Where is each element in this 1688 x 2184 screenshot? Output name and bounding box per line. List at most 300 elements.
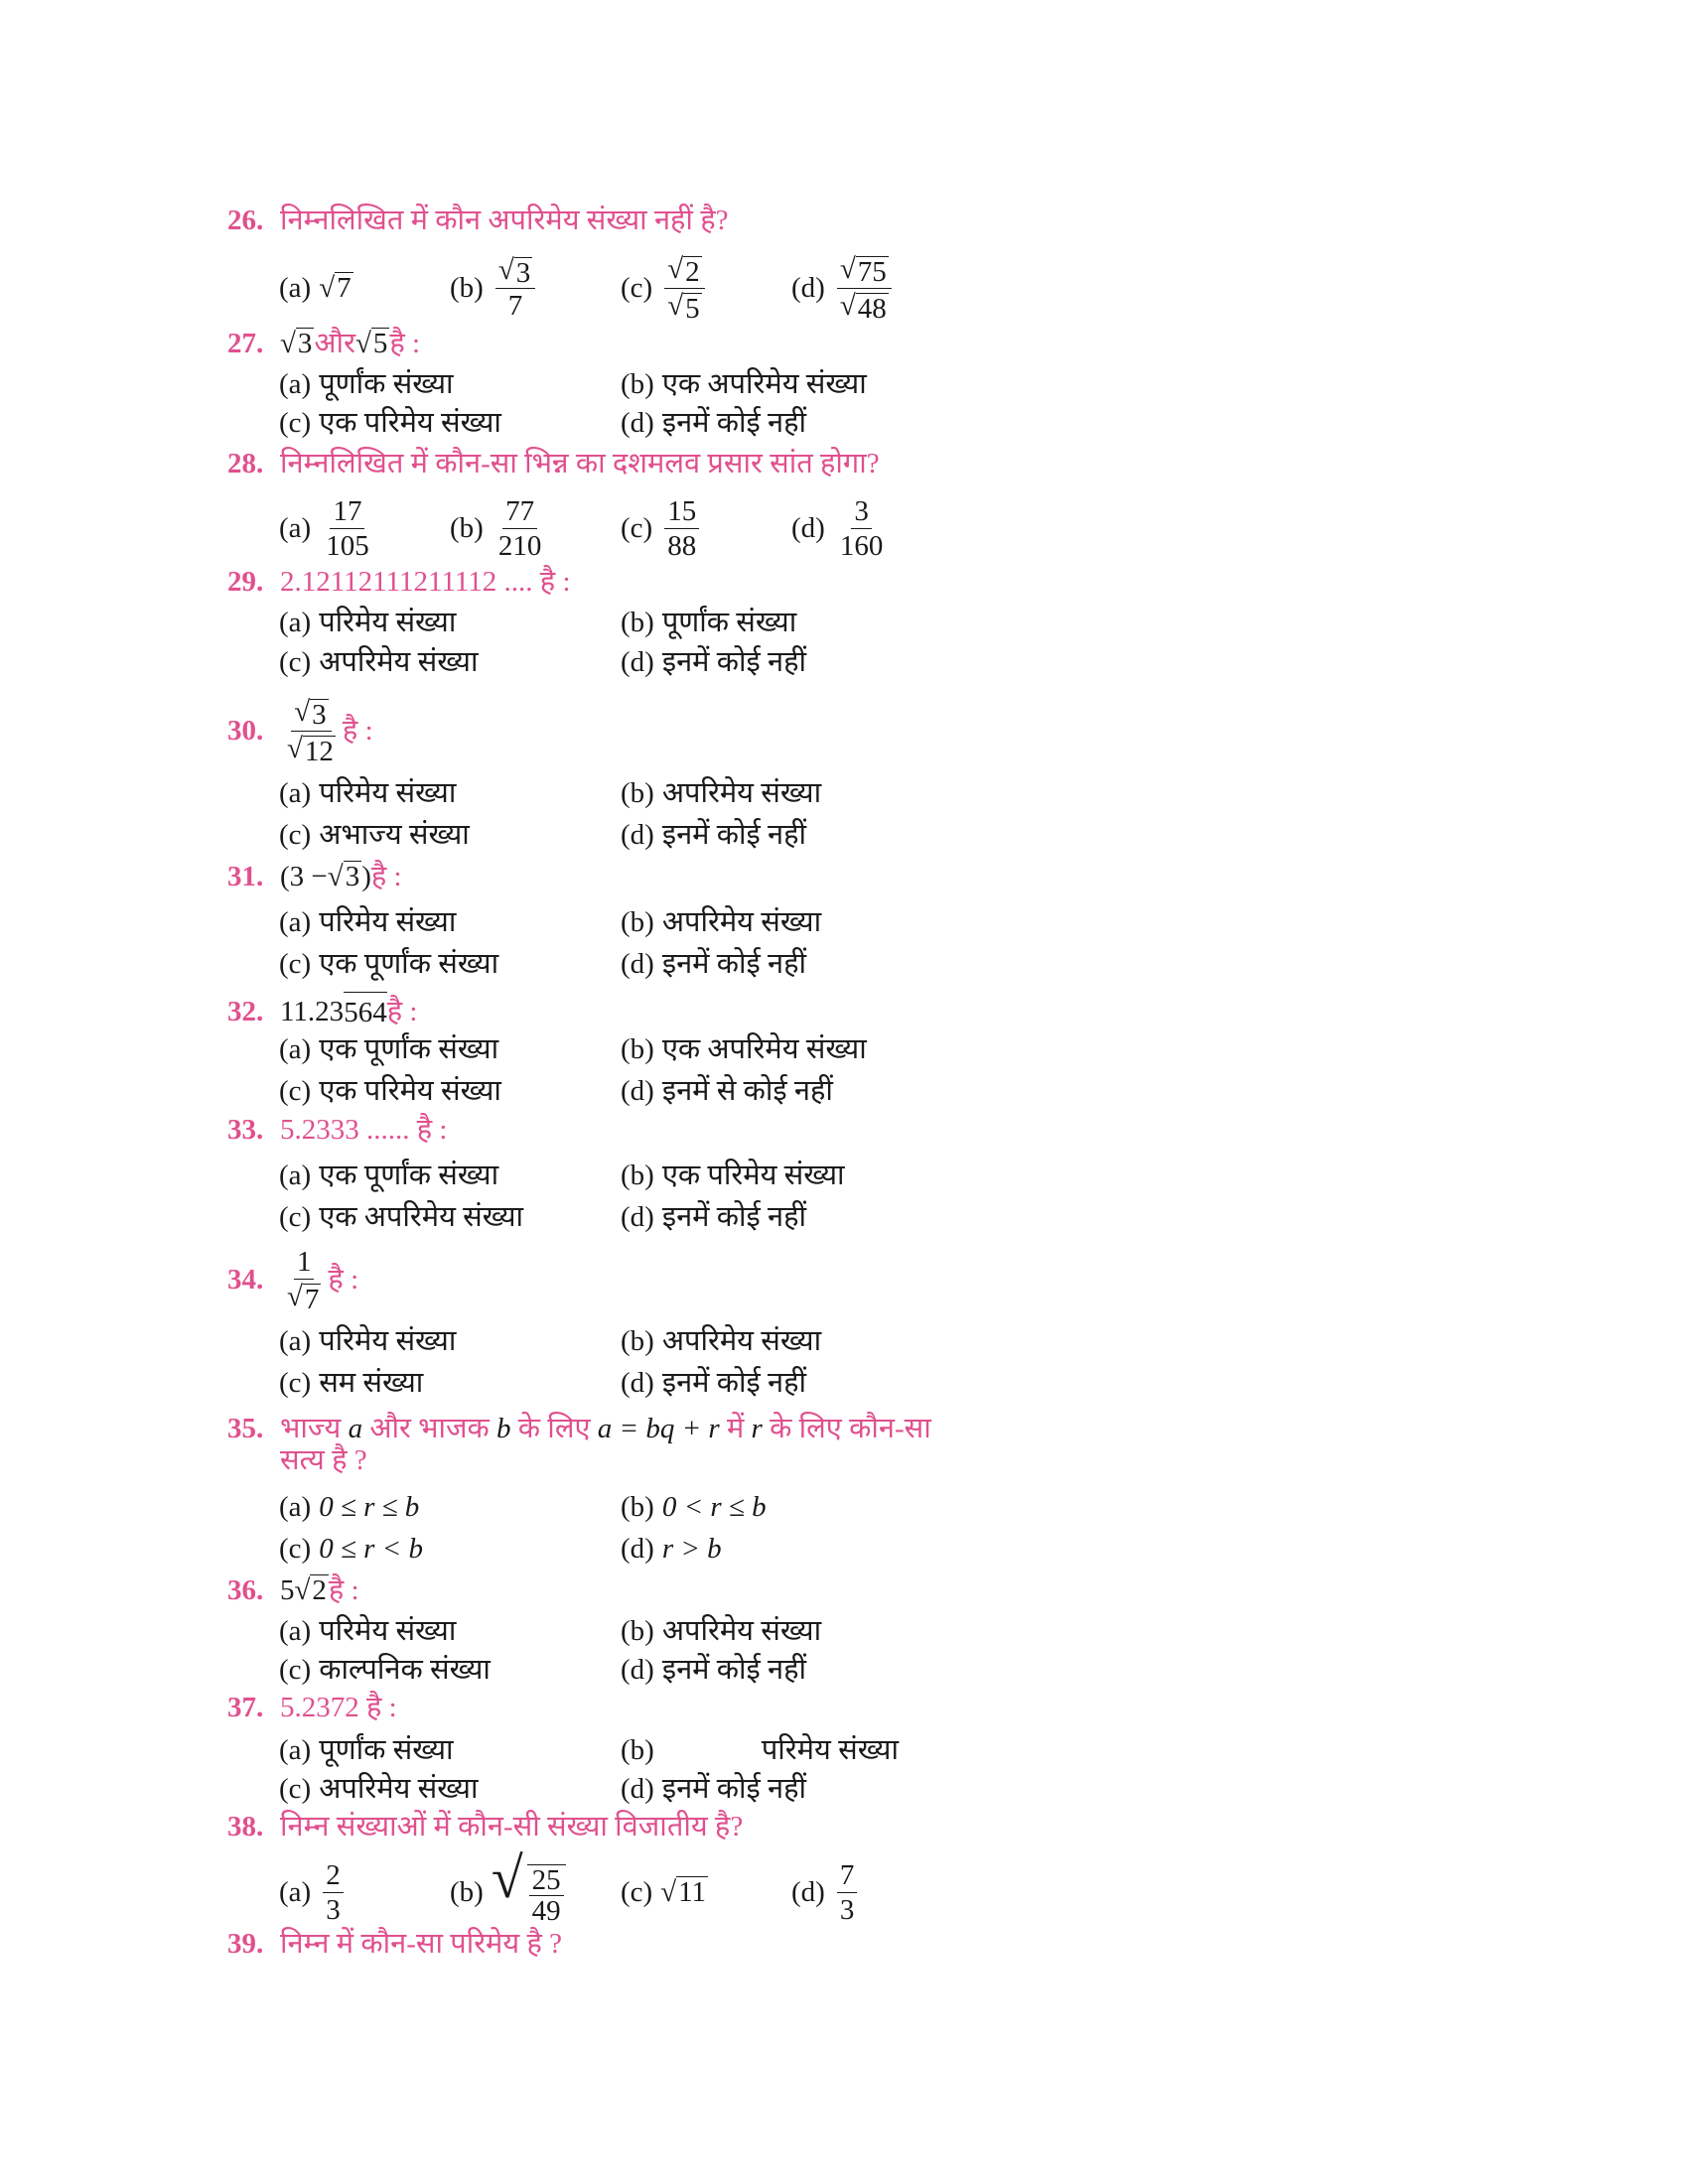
text-run: भाज्य [280,1413,349,1444]
option-value [319,1487,419,1527]
text-run: एक परिमेय संख्या [661,1160,845,1191]
fraction [664,494,699,563]
text-run: 2 [326,1858,341,1891]
option-label: (d) [621,1654,654,1686]
option-label: (c) [279,1075,312,1107]
option-value [319,1071,501,1111]
text-run: 3 [854,494,869,527]
option-label: (d) [791,1876,825,1908]
question-stem [280,1688,397,1727]
denominator [284,1280,324,1314]
answer-option[interactable] [791,494,890,562]
answer-option[interactable] [621,1071,833,1111]
option-value [660,494,703,563]
option-value [662,944,806,984]
option-label: (c) [279,646,312,678]
answer-option[interactable] [279,642,479,682]
answer-option[interactable] [279,494,376,562]
question-number: 39. [227,1928,264,1960]
numerator [291,695,331,731]
answer-option[interactable] [279,1529,423,1569]
option-value [319,815,470,855]
option-value [833,494,891,563]
option-label: (b) [621,1491,654,1523]
radical-sign-icon: √ [287,732,303,764]
option-label: (b) [621,1734,654,1766]
math-italic: 0 ≤ r < b [319,1533,423,1565]
text-run: अपरिमेय संख्या [319,646,479,678]
option-value [319,1029,498,1069]
option-label: (b) [450,1876,484,1908]
text-run: है : [342,715,373,747]
radicand: 7 [304,1283,320,1315]
text-run: 88 [667,529,697,562]
radical-sign-icon: √ [497,253,514,286]
math-italic: r [751,1413,763,1444]
option-value [662,1363,806,1403]
fraction [837,494,887,563]
option-label: (d) [621,407,654,439]
answer-option[interactable] [279,1156,498,1195]
option-value [319,1858,348,1927]
text-run: और भाजक [362,1413,497,1444]
option-label: (c) [279,407,312,439]
option-label: (c) [279,1773,312,1805]
radicand: 7 [335,272,353,308]
question-stem [280,201,728,240]
text-run: 15 [667,494,697,527]
option-value [319,1363,423,1403]
option-value [319,944,498,984]
text-run: पूर्णांक संख्या [319,368,454,400]
text-run: इनमें कोई नहीं [661,646,807,678]
option-label: (c) [279,1654,312,1686]
square-root [280,324,314,363]
option-label: (d) [621,948,654,980]
fraction [527,1864,566,1927]
text-run: इनमें कोई नहीं [661,1654,807,1686]
text-run: 1 [296,1245,312,1278]
radical-sign-icon: √ [280,328,296,359]
answer-option[interactable] [791,253,896,325]
question-number: 29. [227,566,264,598]
square-root [498,253,532,288]
question-number: 26. [227,205,264,236]
denominator [837,1893,858,1927]
text-run: एक अपरिमेय संख्या [661,368,867,400]
answer-option[interactable] [621,1029,867,1069]
option-value [319,494,376,563]
radicand: 2 [685,256,700,289]
answer-option[interactable] [279,1029,498,1069]
math-text: 11.23 [280,996,345,1027]
radicand: 5 [685,292,700,325]
option-value [660,252,708,324]
text-run: 7 [839,1858,855,1891]
radical-sign-icon: √ [327,861,344,892]
answer-option[interactable] [450,1844,570,1927]
option-label: (a) [279,1876,312,1908]
numerator [837,252,892,288]
question-number: 31. [227,861,264,892]
option-value [319,1650,491,1690]
question-stem [280,444,880,483]
text-run: के लिए कौन-सा सत्य है ? [280,1413,931,1476]
text-run: अपरिमेय संख्या [661,1615,822,1647]
option-label: (b) [621,1033,654,1065]
square-root [667,252,701,287]
answer-option[interactable] [279,1321,456,1361]
square-root [840,289,889,324]
option-value [319,1156,498,1195]
math-italic: 0 < r ≤ b [661,1491,767,1523]
answer-option[interactable] [621,403,806,443]
answer-option[interactable] [621,1611,821,1651]
fraction [495,494,545,563]
text-run: पूर्णांक संख्या [661,607,797,638]
text-run: है : [370,861,402,892]
option-label: (c) [621,272,653,304]
answer-option[interactable] [621,1197,806,1237]
answer-option[interactable] [621,253,709,325]
answer-option[interactable] [621,1730,899,1770]
radicand: 11 [676,1876,708,1912]
option-value [662,815,806,855]
text-run: है : [328,1264,359,1296]
answer-option[interactable] [621,494,703,562]
answer-option[interactable] [279,1730,454,1770]
radical-sign-icon: √ [839,253,856,286]
answer-option[interactable] [450,253,539,323]
option-value [662,1487,767,1527]
radical-sign-icon: √ [667,289,684,322]
question-stem [280,992,417,1031]
option-label: (a) [279,777,312,809]
option-value [833,1858,862,1927]
answer-option[interactable] [791,1858,861,1926]
option-value [662,642,806,682]
fraction [837,252,892,324]
text-run: के लिए [510,1413,598,1444]
radicand: 3 [515,256,531,289]
answer-option[interactable] [279,1197,523,1237]
answer-option[interactable] [279,1769,479,1809]
answer-option[interactable] [621,1872,708,1912]
denominator [323,1893,344,1927]
math-text: 5 [280,1574,295,1606]
option-label: (a) [279,1033,312,1065]
question-number: 30. [227,715,264,747]
answer-option[interactable] [621,1321,821,1361]
fraction [323,494,372,563]
text-run: एक अपरिमेय संख्या [319,1201,524,1233]
question-stem [280,324,420,363]
text-run: अपरिमेय संख्या [661,777,822,809]
numerator [664,252,704,288]
answer-option[interactable] [279,815,470,855]
answer-option[interactable] [279,1487,419,1527]
option-value [319,1529,423,1569]
math-text: (3 − [280,861,328,892]
option-value [662,1529,722,1569]
text-run: परिमेय संख्या [319,1615,457,1647]
radical-sign-icon: √ [294,696,311,729]
option-value [662,1769,806,1809]
text-run: इनमें कोई नहीं [661,819,807,851]
radicand: 12 [304,735,334,767]
text-run: एक अपरिमेय संख्या [661,1033,867,1065]
question-number: 35. [227,1413,264,1444]
option-label: (a) [279,906,312,938]
answer-option[interactable] [279,268,353,308]
numerator [323,1858,344,1893]
answer-option[interactable] [621,1156,845,1195]
answer-option[interactable] [450,494,548,562]
radical-sign-icon: √ [287,1280,303,1312]
option-label: (d) [621,1367,654,1399]
option-label: (b) [621,1325,654,1357]
answer-option[interactable] [279,944,498,984]
radicand: 3 [344,861,362,896]
answer-option[interactable] [621,902,821,942]
question-stem [280,857,402,896]
question-number: 33. [227,1114,264,1146]
square-root [287,1280,321,1314]
option-value [662,364,867,404]
numerator [294,1245,315,1280]
question-number: 34. [227,1264,264,1296]
answer-option[interactable] [621,1529,722,1569]
fraction [284,1245,324,1314]
numerator [664,494,699,529]
numerator [330,494,364,529]
text-run: अपरिमेय संख्या [661,906,822,938]
answer-option[interactable] [621,364,867,404]
option-label: (d) [621,646,654,678]
answer-option[interactable] [279,603,456,642]
radical-sign-icon: √ [660,1876,677,1908]
option-value [319,364,453,404]
option-label: (c) [279,819,312,851]
option-label: (b) [450,272,484,304]
text-run: परिमेय संख्या [319,607,457,638]
text-run: एक पूर्णांक संख्या [319,948,499,980]
option-value [662,1071,833,1111]
text-run: अपरिमेय संख्या [319,1773,479,1805]
answer-option[interactable] [279,1858,348,1926]
option-value [319,1611,456,1651]
option-value [662,1197,806,1237]
question-number: 27. [227,328,264,359]
option-value [662,773,821,813]
text-run: 160 [839,529,884,562]
square-root [355,324,389,363]
option-value [762,1730,899,1770]
text-run: 105 [326,529,369,562]
answer-option[interactable] [279,902,456,942]
question-number: 37. [227,1692,264,1723]
answer-option[interactable] [279,1071,501,1111]
option-value [319,902,456,942]
answer-option[interactable] [279,773,456,813]
option-value [662,1321,821,1361]
text-run: निम्नलिखित में कौन-सा भिन्न का दशमलव प्रसार सांत होगा? [280,448,880,479]
answer-option[interactable] [621,642,806,682]
text-run: इनमें से कोई नहीं [661,1075,833,1107]
option-value [319,603,456,642]
question-number: 32. [227,996,264,1027]
option-label: (b) [621,906,654,938]
text-run: परिमेय संख्या [319,777,457,809]
text-run: इनमें कोई नहीं [661,1367,807,1399]
numerator [837,1858,858,1893]
text-run: अपरिमेय संख्या [661,1325,822,1357]
text-run: एक पूर्णांक संख्या [319,1160,499,1191]
radicand: 3 [296,328,315,363]
option-value [492,494,549,563]
answer-option[interactable] [621,603,796,642]
question-number: 38. [227,1811,264,1843]
numerator [495,253,535,289]
numerator [502,494,537,529]
text-run: निम्न में कौन-सा परिमेय है ? [280,1928,562,1960]
square-root [840,252,889,287]
fraction [495,253,535,323]
text-run: निम्न संख्याओं में कौन-सी संख्या विजातीय है? [280,1811,744,1843]
option-label: (d) [791,512,825,544]
text-run: 17 [333,494,362,527]
answer-option[interactable] [279,1650,491,1690]
text-run: सम संख्या [319,1367,424,1399]
option-label: (c) [279,1201,312,1233]
option-value [662,1029,867,1069]
radical-sign-icon: √ [667,253,684,286]
fraction [284,695,339,766]
text-run: एक परिमेय संख्या [319,1075,501,1107]
answer-option[interactable] [621,773,821,813]
answer-option[interactable] [279,1611,456,1651]
question-stem [280,1924,562,1964]
square-root [295,1570,329,1610]
text-run: 5.2333 ...... है : [280,1114,448,1146]
option-label: (d) [791,272,825,304]
option-value [491,1844,570,1927]
question-number: 36. [227,1574,264,1606]
option-label: (a) [279,1734,312,1766]
radical-sign-icon: √ [839,289,856,322]
option-value [319,642,478,682]
square-root [660,1872,708,1912]
text-run: 5.2372 है : [280,1692,397,1723]
option-value [319,268,352,308]
radicand: 5 [371,328,390,363]
answer-option[interactable] [621,1363,806,1403]
option-value [319,1197,523,1237]
text-run: निम्नलिखित में कौन अपरिमेय संख्या नहीं है? [280,205,729,236]
answer-option[interactable] [621,1487,767,1527]
question-stem [280,696,373,767]
option-label: (d) [621,1075,654,1107]
radical-sign-icon: √ [354,328,371,359]
square-root [328,857,361,896]
denominator: 49 [531,1895,561,1927]
option-value [660,1872,708,1912]
text-run: है : [389,328,421,359]
text-run: 210 [497,529,542,562]
text-run: है : [386,996,418,1027]
answer-option[interactable] [621,1769,806,1809]
math-italic: a = bq + r [597,1413,720,1444]
option-value [492,253,539,323]
denominator [664,289,704,324]
option-label: (d) [621,1533,654,1565]
radical-sign-icon: √ [319,272,336,304]
answer-option[interactable] [621,944,806,984]
option-label: (d) [621,1201,654,1233]
option-value [662,902,821,942]
radicand: 2 [310,1574,329,1610]
answer-option[interactable] [279,364,454,404]
answer-option[interactable] [621,815,806,855]
option-label: (a) [279,272,312,304]
question-number: 28. [227,448,264,479]
fraction [323,1858,344,1927]
option-value [319,1769,478,1809]
square-root [491,1844,570,1927]
denominator [284,732,339,766]
text-run: और [314,328,355,359]
text-run: 7 [507,290,523,323]
option-label: (c) [279,1367,312,1399]
text-run: 3 [326,1893,341,1926]
math-italic: b [496,1413,511,1444]
text-run: में [719,1413,752,1444]
text-run: अभाज्य संख्या [319,819,470,851]
option-value [662,1156,845,1195]
radicand: 3 [312,699,327,732]
option-label: (b) [450,512,484,544]
answer-option[interactable] [279,403,501,443]
option-label: (a) [279,1325,312,1357]
denominator [664,529,699,563]
square-root [294,695,328,730]
numerator: 25 [529,1865,564,1896]
math-text: ) [361,861,371,892]
square-root [287,732,336,766]
text-run: एक पूर्णांक संख्या [319,1033,499,1065]
answer-option[interactable] [279,1363,423,1403]
text-run: इनमें कोई नहीं [661,407,807,439]
text-run: 3 [839,1893,855,1926]
option-label: (d) [621,819,654,851]
option-label: (a) [279,1160,312,1191]
text-run: परिमेय संख्या [761,1734,899,1766]
option-label: (c) [279,1533,312,1565]
denominator [323,529,372,563]
repeating-digits: 564 [344,992,387,1032]
question-stem [280,1245,359,1315]
option-label: (b) [621,607,654,638]
option-value [833,252,896,324]
answer-option[interactable] [621,1650,806,1690]
text-run: एक परिमेय संख्या [319,407,501,439]
option-value [662,1611,821,1651]
option-label: (b) [621,1160,654,1191]
math-italic: a [348,1413,363,1444]
option-label: (d) [621,1773,654,1805]
text-run: इनमें कोई नहीं [661,1773,807,1805]
square-root [667,289,701,324]
